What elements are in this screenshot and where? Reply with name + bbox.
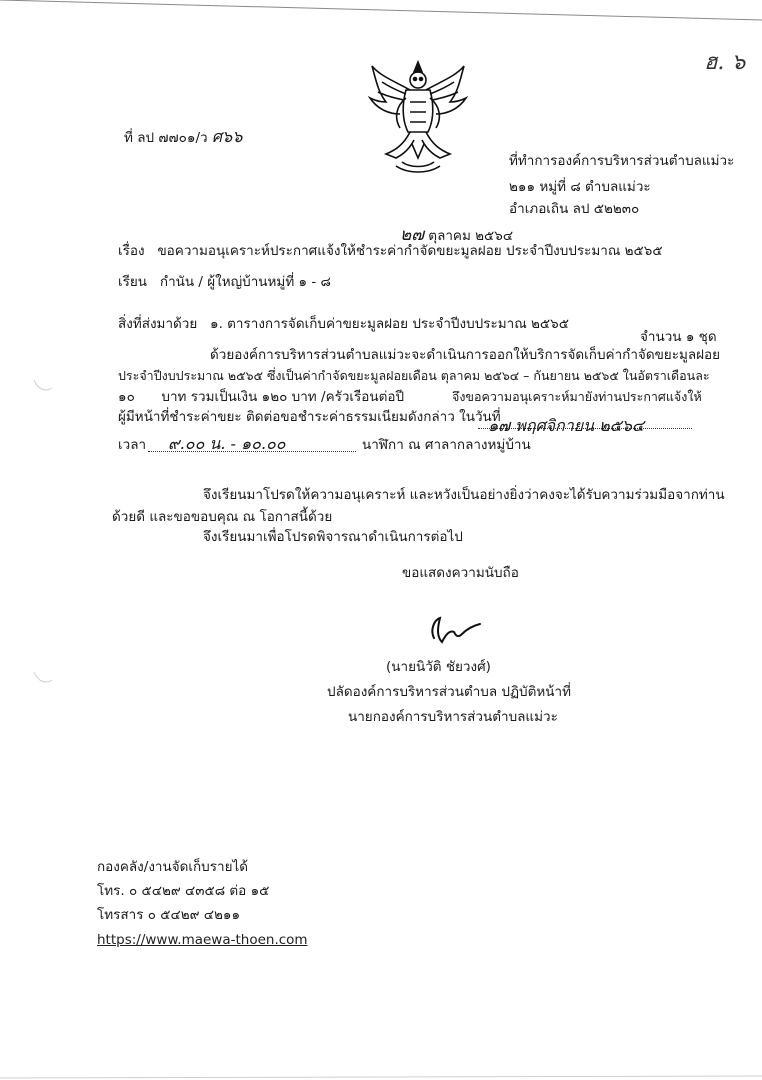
signer-title-2: นายกองค์การบริหารส่วนตำบลแม่วะ bbox=[348, 709, 558, 725]
footer-fax: โทรสาร ๐ ๕๔๒๙ ๔๒๑๑ bbox=[97, 907, 241, 923]
body-p1-line-4 bbox=[118, 408, 501, 426]
to-label: เรียน bbox=[118, 274, 148, 290]
subject-text: ขอความอนุเคราะห์ประกาศแจ้งให้ชำระค่ากำจัดขยะมูลฝอย ประจำปีงบประมาณ ๒๕๖๕ bbox=[157, 243, 663, 259]
date-day-hand: ๒๗ bbox=[400, 225, 424, 245]
sender-address-line-2: ๒๑๑ หมู่ที่ ๘ ตำบลแม่วะ bbox=[509, 179, 651, 195]
sender-address-line-1: ที่ทำการองค์การบริหารส่วนตำบลแม่วะ bbox=[509, 153, 735, 169]
footer-website-link[interactable]: https://www.maewa-thoen.com bbox=[97, 932, 308, 948]
rate-total: ๑๒๐ bbox=[261, 389, 288, 405]
punch-hole-mark bbox=[30, 668, 54, 688]
time-location: นาฬิกา ณ ศาลากลางหมู่บ้าน bbox=[362, 437, 531, 453]
rate-unit-1: บาท bbox=[161, 389, 187, 405]
rate-per-household: /ครัวเรือนต่อปี bbox=[321, 389, 405, 405]
payment-date-label: ในวันที่ bbox=[459, 409, 501, 425]
subject-label: เรื่อง bbox=[118, 243, 145, 259]
rate-total-label: รวมเป็นเงิน bbox=[190, 389, 258, 405]
sender-address-line-3: อำเภอเถิน ลป ๕๒๒๓๐ bbox=[509, 201, 640, 217]
body-p1-line-2: ประจำปีงบประมาณ ๒๕๖๕ ซึ่งเป็นค่ากำจัดขยะมูลฝอยเดือน ตุลาคม ๒๕๖๔ – กันยายน ๒๕๖๕ ในอัตราเดือนละ bbox=[118, 368, 710, 383]
footer-telephone: โทร. ๐ ๕๔๒๙ ๔๓๕๘ ต่อ ๑๕ bbox=[97, 883, 270, 899]
ref-hand-number: ศ๖๖ bbox=[211, 127, 243, 146]
body-p1-line-3-request: จึงขอความอนุเคราะห์มายังท่านประกาศแจ้งให้ bbox=[452, 389, 702, 404]
signature-mark bbox=[426, 612, 486, 648]
body-p3: จึงเรียนมาเพื่อโปรดพิจารณาดำเนินการต่อไป bbox=[203, 529, 463, 545]
ref-number: ๗๗๐๑/ว bbox=[158, 130, 208, 146]
body-p2-line-1: จึงเรียนมาโปรดให้ความอนุเคราะห์ และหวังเป็นอย่างยิ่งว่าคงจะได้รับความร่วมมือจากท่าน bbox=[203, 487, 725, 503]
payment-instruction: ผู้มีหน้าที่ชำระค่าขยะ ติดต่อขอชำระค่าธรรมเนียมดังกล่าว bbox=[118, 409, 455, 425]
footer-department: กองคลัง/งานจัดเก็บรายได้ bbox=[97, 859, 249, 875]
reference-number bbox=[124, 128, 242, 147]
enclosure-item: ๑. ตารางการจัดเก็บค่าขยะมูลฝอย ประจำปีงบประมาณ ๒๕๖๕ bbox=[210, 316, 569, 332]
enclosure-label: สิ่งที่ส่งมาด้วย bbox=[118, 316, 198, 332]
ref-label: ที่ ลป bbox=[124, 130, 155, 146]
garuda-emblem-icon bbox=[366, 58, 470, 176]
to-text: กำนัน / ผู้ใหญ่บ้านหมู่ที่ ๑ - ๘ bbox=[159, 274, 331, 290]
rate-monthly: ๑๐ bbox=[118, 389, 135, 405]
body-p2-line-2: ด้วยดี และขอขอบคุณ ณ โอกาสนี้ด้วย bbox=[112, 509, 333, 525]
time-hand: ๙.๐๐ น. - ๑๐.๐๐ bbox=[168, 434, 286, 453]
body-p1-line-3 bbox=[118, 388, 404, 406]
body-p1-line-1: ด้วยองค์การบริหารส่วนตำบลแม่วะจะดำเนินการออกให้บริการจัดเก็บค่ากำจัดขยะมูลฝอย bbox=[210, 347, 721, 363]
closing: ขอแสดงความนับถือ bbox=[402, 565, 519, 581]
signer-name: (นายนิวัติ ชัยวงศ์) bbox=[386, 659, 491, 675]
signer-title-1: ปลัดองค์การบริหารส่วนตำบล ปฏิบัติหน้าที่ bbox=[327, 684, 572, 700]
punch-hole-mark bbox=[30, 376, 54, 396]
date-month-year: ตุลาคม ๒๕๖๔ bbox=[428, 228, 514, 244]
salutation-line bbox=[118, 273, 331, 291]
payment-date-hand: ๑๗ พฤศจิกายน ๒๕๖๔ bbox=[488, 416, 645, 435]
subject-line bbox=[118, 242, 663, 260]
enclosure-quantity: จำนวน ๑ ชุด bbox=[640, 329, 717, 345]
corner-mark: ฮ. ๖ bbox=[704, 50, 746, 75]
time-label: เวลา bbox=[118, 437, 147, 453]
rate-unit-2: บาท bbox=[291, 389, 317, 405]
